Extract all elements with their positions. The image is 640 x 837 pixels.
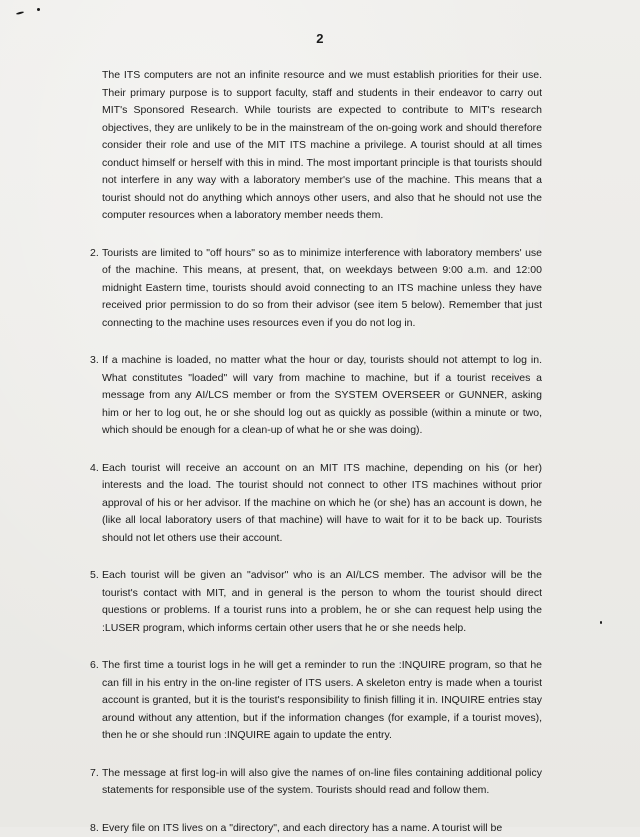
ink-speck bbox=[16, 11, 24, 15]
item-number: 8. bbox=[90, 820, 102, 837]
list-item-6 bbox=[90, 657, 542, 745]
item-number: 4. bbox=[90, 460, 102, 548]
item-text: Tourists are limited to "off hours" so as to minimize interference with laboratory members' use of the machine. This means, at present, that, on weekdays between 9:00 a.m. and 12:00 midnight Eastern time, tourists should avoid connecting to an ITS machine unless they have received prior permission to do so from their advisor (see item 5 below). Remember that just connecting to the machine uses resources even if you do not log in. bbox=[102, 245, 542, 333]
list-item-7 bbox=[90, 765, 542, 800]
item-number: 5. bbox=[90, 567, 102, 637]
item-number: 7. bbox=[90, 765, 102, 800]
intro-paragraph: The ITS computers are not an infinite resource and we must establish priorities for their use. Their primary purpose is to support faculty, staff and students in their endeavor to carry out MIT's Sponsored Research. While tourists are expected to contribute to MIT's research objectives, they are unlikely to be in the mainstream of the on-going work and should therefore consider their role and use of the MIT ITS machine a privilege. A tourist should at all times conduct himself or herself with this in mind. The most important principle is that tourists should not interfere in any way with a laboratory member's use of the machine. This means that a tourist should not do anything which annoys other users, and also that he should not use the computer resources when a laboratory member needs them. bbox=[102, 67, 542, 225]
page-number: 2 bbox=[0, 31, 640, 46]
list-item-2 bbox=[90, 245, 542, 333]
item-number: 6. bbox=[90, 657, 102, 745]
list-item-8 bbox=[90, 820, 542, 837]
item-text: Each tourist will receive an account on an MIT ITS machine, depending on his (or her) interests and the load. The tourist should not connect to other ITS machines without prior approval of his or her advisor. If the machine on which he (or she) has an account is down, he (like all local laboratory users of that machine) will have to wait for it to be back up. Tourists should not let others use their account. bbox=[102, 460, 542, 548]
list-item-5 bbox=[90, 567, 542, 637]
item-text: The message at first log-in will also give the names of on-line files containing additional policy statements for responsible use of the system. Tourists should read and follow them. bbox=[102, 765, 542, 800]
ink-speck bbox=[37, 8, 40, 11]
item-text: The first time a tourist logs in he will get a reminder to run the :INQUIRE program, so that he can fill in his entry in the on-line register of ITS users. A skeleton entry is made when a tourist account is granted, but it is the tourist's responsibility to finish filling it in. INQUIRE entries stay around without any attention, but if the information changes (for example, if a tourist moves), then he or she should run :INQUIRE again to update the entry. bbox=[102, 657, 542, 745]
item-text: If a machine is loaded, no matter what the hour or day, tourists should not attempt to log in. What constitutes "loaded" will vary from machine to machine, but if a tourist receives a message from any AI/LCS member or from the SYSTEM OVERSEER or GUNNER, asking him or her to log out, he or she should log out as quickly as possible (within a minute or two, which should be enough for a clean-up of what he or she was doing). bbox=[102, 352, 542, 440]
ink-speck bbox=[600, 621, 602, 624]
list-item-3 bbox=[90, 352, 542, 440]
item-number: 3. bbox=[90, 352, 102, 440]
item-text: Each tourist will be given an "advisor" who is an AI/LCS member. The advisor will be the tourist's contact with MIT, and in general is the person to whom the tourist should direct questions or problems. If a tourist runs into a problem, he or she can request help using the :LUSER program, which informs certain other users that he or she needs help. bbox=[102, 567, 542, 637]
item-text: Every file on ITS lives on a "directory", and each directory has a name. A tourist will be bbox=[102, 820, 542, 837]
document-body bbox=[90, 67, 542, 837]
item-number: 2. bbox=[90, 245, 102, 333]
list-item-4 bbox=[90, 460, 542, 548]
